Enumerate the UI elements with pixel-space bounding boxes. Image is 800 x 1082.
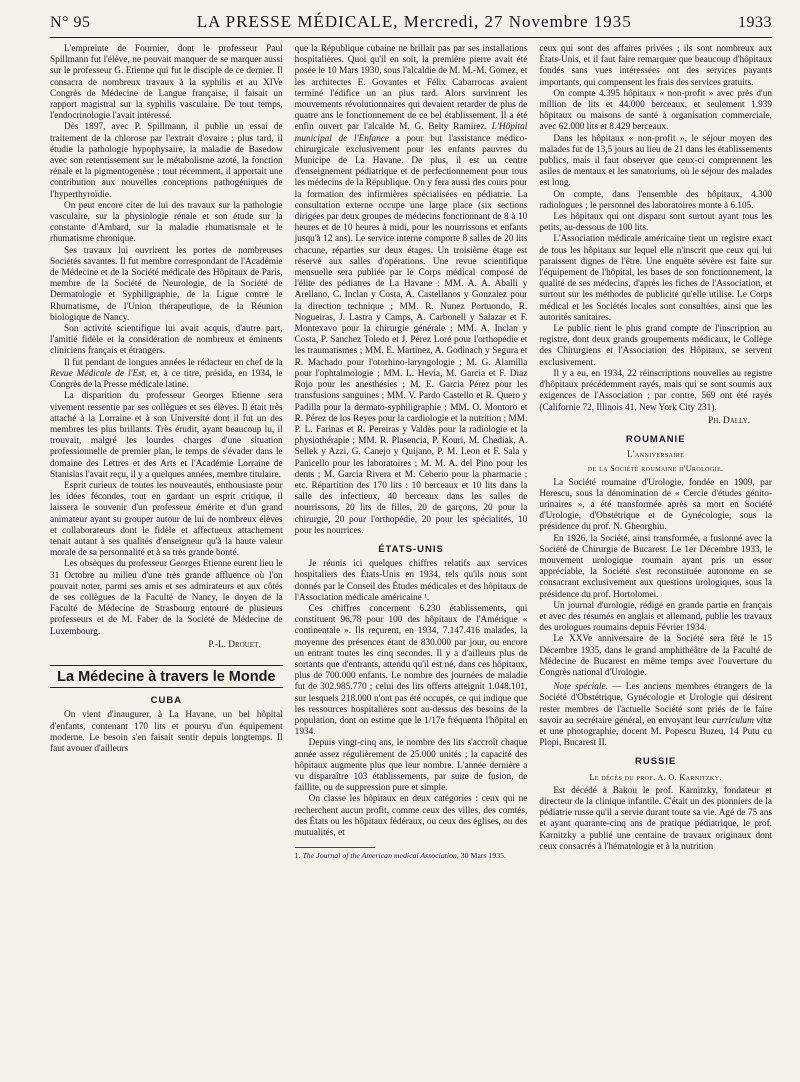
paragraph: Est décédé à Bakou le prof. Karnitzky, fondateur et directeur de la clinique infantile. C'était un des pionniers de la pédiatrie russe qu'il a servie durant toute sa vie. Agé de 75 ans et ayant quarante-cinq ans de pratique pédiatrique, le prof. Karnitzky a publié une centaine de travaux originaux dont ceux consacrés à l'hématologie et à la nutrition bbox=[539, 785, 773, 852]
country-heading: CUBA bbox=[150, 695, 183, 707]
note-label: Note spéciale. bbox=[553, 682, 608, 693]
paragraph: Le XXVe anniversaire de la Société sera fêté le 15 Décembre 1935, dans le grand amphithéâtre de la Faculté de Médecine de Bucarest en même temps avec l'ouverture du Congrès national d'Urologie. bbox=[539, 634, 773, 678]
paragraph: On classe les hôpitaux en deux catégories : ceux qui ne recherchent aucun profit, comme ceux des villes, des comtés, des États ou les hôpitaux fédéraux, ou ceux des églises, ou des mutualités, et bbox=[294, 794, 528, 839]
text-run: — Les anciens membres étrangers de la Société d'Obstétrique, Gynécologie et Urologie qui désirent rester membres de l'actuelle Société sont priés de le faire savoir au secrétaire général, en envoyant leur bbox=[539, 682, 773, 726]
paragraph: On compte, dans l'ensemble des hôpitaux, 4.300 radiologues ; le personnel des laboratoires monte à 6.105. bbox=[539, 189, 773, 211]
subheading: Le décès du prof. A. O. Karnitzky. bbox=[589, 772, 722, 782]
paragraph: Ses travaux lui ouvrirent les portes de nombreuses Sociétés savantes. Il fut membre correspondant de l'Académie de Médecine et de la Société médicale des Hôpitaux de Paris, membre de la Société de Neurologie, de la Société de Dermatologie et Syphiligraphie, de la Ligue contre le Rhumatisme, de l'Union thérapeutique, de la Réunion biologique de Nancy. bbox=[50, 245, 283, 323]
hospital-name: L'Hôpital municipal de l'Enfance bbox=[294, 122, 528, 144]
column-2 bbox=[295, 44, 528, 1066]
paragraph: Dès 1897, avec P. Spillmann, il publie un essai de traitement de la chlorose par l'extrait d'ovaire ; plus tard, il étudie la pathologie hypophysaire, la maladie de Basedow avec son retentissement sur le métabolisme azoté, la fonction rénale et la pigmentogenèse ; tout récemment, il apportait une contribution aux nouvelles conceptions pathogéniques de l'hyperthyroïdie. bbox=[50, 122, 283, 200]
paragraph: Les hôpitaux qui ont disparu sont surtout ayant tous les petits, au-dessous de 100 lits. bbox=[539, 212, 773, 234]
text-run: , et, à ce titre, présida, en 1934, le Congrès de la Presse médicale latine. bbox=[50, 368, 283, 391]
paragraph bbox=[50, 358, 283, 392]
paragraph: Je réunis ici quelques chiffres relatifs aux services hospitaliers des États-Unis en 1934, tels qu'ils nous sont donnés par le Conseil des Études médicales et des hôpitaux de l'Association médicale américaine ¹. bbox=[294, 559, 528, 603]
paragraph: L'Association médicale américaine tient un registre exact de tous les hôpitaux sur lequel elle n'inscrit que ceux qui lui paraissent dignes de l'être. Une enquête sévère est faite sur l'équipement de l'hôpital, les bases de son fonctionnement, la qualité de ses médecins, d'après les fiches de l'Association, et surtout sur les méthodes de publicité qu'elle utilise. Le Corps médical et les Sociétés locales sont consultées, ainsi que les autorités sanitaires. bbox=[539, 234, 773, 323]
country-heading: RUSSIE bbox=[634, 756, 677, 768]
paragraph: Il y a eu, en 1934, 22 réinscriptions nouvelles au registre d'hôpitaux précédemment rayés, mais qui se sont soumis aux exigences de l'Association ; par contre, 569 ont été rayés (Californie 72, Illinois 41, New York City 231). bbox=[539, 368, 773, 413]
paragraph: On peut encore citer de lui des travaux sur la pathologie vasculaire, sur la physiologie rénale et son étude sur la constante d'Ambard, sur la maladie rhumatismale et le rhumatisme chronique. bbox=[50, 200, 283, 245]
column-1 bbox=[50, 44, 283, 1066]
text-run: 1. bbox=[294, 851, 303, 861]
paragraph: Le public tient le plus grand compte de l'inscription au registre, dont deux grands groupements médicaux, le Collège des Chirurgiens et l'Association des Hôpitaux, se servent exclusivement. bbox=[539, 324, 773, 368]
footnote bbox=[295, 851, 528, 861]
subheading: L'anniversaire bbox=[627, 449, 685, 460]
issue-number: N° 95 bbox=[50, 14, 91, 31]
paragraph: Un journal d'urologie, rédigé en grande partie en français et avec des résumés en anglais et allemand, publie les travaux des urologues roumains depuis Février 1934. bbox=[539, 600, 773, 634]
text-run: Il fut pendant de longues années le rédacteur en chef de la bbox=[64, 357, 283, 368]
paragraph: Esprit curieux de toutes les nouveautés, enthousiaste pour les idées fécondes, tout en gardant un esprit critique, il laissera le souvenir d'un professeur émérite et d'un grand animateur ayant su grouper autour de lui de nombreux élèves et collaborateurs dont le fidèle et affectueux attachement tenait autant à ses qualités d'enseigneur qu'à la haute valeur morale de sa personnalité et à sa très grande bonté. bbox=[50, 480, 283, 559]
author-signature: P.-L. Drouet. bbox=[208, 639, 261, 650]
author-signature: Ph. Dally. bbox=[708, 415, 751, 426]
paragraph: On compte 4.395 hôpitaux « non-profit » avec près d'un million de lits et 44.000 berceaux, et seulement 1.939 hôpitaux ou maisons de santé à organisation commerciale, avec 62.000 lits et 8.429 berceaux. bbox=[539, 88, 773, 133]
section-title: La Médecine à travers le Monde bbox=[57, 668, 276, 685]
text-run: que la République cubaine ne brillait pas par ses installations hospitalières. Quoi qu'il en soit, la première pierre avait été posée le 10 Mars 1930, sous l'alcaldie de M. M.-M. Gomez, et les architectes E. Govantes et Félix Cabarrocas avaient terminé l'édifice un an plus tard. Alors survinrent les mouvements révolutionnaires qui devaient retarder de plus de quatre ans le fonctionnement de ce bel établissement. Il a été enfin ouvert par l'alcalde M. G. Belty Ramirez. bbox=[294, 44, 528, 133]
paragraph: L'empreinte de Fournier, dont le professeur Paul Spillmann fut l'élève, ne pouvait manquer de se marquer aussi sur le professeur G. Etienne qui fut le disciple de ce dernier. Il consacra de nombreux travaux à la syphilis et au XIVe Congrès de Médecine de Langue française, il faisait un rapport magistral sur la syphilis vasculaire. De tout temps, l'endocrinologie l'avait intéressé. bbox=[50, 44, 283, 122]
column-3 bbox=[539, 44, 772, 1066]
paragraph: En 1926, la Société, ainsi transformée, a fusionné avec la Société de Chirurgie de Bucarest. Le 1er Décembre 1933, le mouvement urologique roumain ayant pris un essor appréciable, la Société s'est reconstituée autonome en se consacrant exclusivement aux questions urologiques, sous la présidence du prof. Hortolomei. bbox=[539, 533, 773, 600]
paragraph: Les obsèques du professeur Georges Etienne eurent lieu le 31 Octobre au milieu d'une très grande affluence où l'on pouvait noter, parmi ses amis et ses admirateurs et aux côtés de ses collègues de la Faculté de Nancy, le doyen de la Faculté de Médecine de Strasbourg entouré de plusieurs professeurs et de M. Faber de la Société de Médecine de Luxembourg. bbox=[50, 559, 283, 637]
paragraph: La disparition du professeur Georges Etienne sera vivement ressentie par ses collègues et ses élèves. Il était très attaché à la Lorraine et à son Université dont il fut un des membres les plus brillants. Très érudit, ayant beaucoup lu, il trouvait, malgré les lourdes charges d'une situation professionnelle de premier plan, le temps de s'évader dans le domaine des Lettres et des Arts et l'Académie Lorraine de Stanislas l'avait reçu, il y a quelques années, membre titulaire. bbox=[50, 391, 283, 480]
text-run: , 30 Mars 1935. bbox=[456, 851, 506, 861]
journal-name: The Journal of the American medical Association bbox=[302, 851, 457, 861]
subheading: de la Société roumaine d'Urologie. bbox=[587, 464, 724, 474]
text-run: curriculum vitæ bbox=[712, 715, 773, 726]
paragraph bbox=[295, 44, 528, 537]
journal-title: LA PRESSE MÉDICALE, Mercredi, 27 Novembre 1935 bbox=[196, 12, 632, 31]
page-header bbox=[50, 12, 772, 37]
country-heading: ÉTATS-UNIS bbox=[378, 543, 444, 555]
paragraph: Depuis vingt-cinq ans, le nombre des lits s'accroît chaque année assez régulièrement de 25.000 unités ; la capacité des hôpitaux augmente plus que leur nombre. L'année dernière a vu disparaître 103 établissements, par suite de fusion, de faillite, ou de suppression pure et simple. bbox=[294, 738, 528, 794]
text-run: et une photographie, docent M. Popescu Buzeu, 14 Putu cu Plopi, Bucarest II. bbox=[539, 726, 773, 749]
paragraph: Son activité scientifique lui avait acquis, d'autre part, l'amitié fidèle et la considération de nombreux et éminents cliniciens français et étrangers. bbox=[50, 324, 283, 357]
paragraph bbox=[539, 682, 772, 749]
section-header bbox=[50, 665, 283, 688]
columns bbox=[50, 44, 772, 1066]
journal-name: Revue Médicale de l'Est bbox=[50, 368, 145, 379]
header-rule bbox=[50, 37, 772, 38]
text-run: a pour but l'assistance médico-chirurgicale exclusivement pour les enfants pauvres du Municipe de La Havane. De plus, il est un centre d'enseignement pédiatrique et de perfectionnement pour tous les médecins de la République. On y fera aussi des cours pour la formation des infirmières spécialisées en pédiatrie. La consultation externe occupe une large place (six sections dirigées par deux groupes de médecins fonctionnant de 8 à 10 heures et de 10 heures à midi, pour les nourrissons et enfants jusqu'à 12 ans). Le service interne comporte 8 salles de 20 lits chacune, réparties sur deux étages. Un troisième étage est réservé aux salles d'opérations. Une revue scientifique mensuelle sera publiée par le Corps médical composé de l'élite des pédiatres de La Havane : MM. A. A. Aballi y Arellano, C. Inclan y Costa, A. Castellanos y Gonzalez pour la direction technique ; MM. R. Nunez Portuondo, R. Nogueiras, J. Lastra y Camps, A. Carbonell y Salazar et F. Montexavo pour la chirurgie générale ; MM. A. Inclan y Costa, P. Sanchez Toledo et J. Pérez Loré pour l'orthopédie et les traumatismes ; MM. E. Martinez, A. Godinach y Segura et R. Machado pour l'otorhino-laryngologie ; M. G. Alamilla pour l'ophtalmologie ; MM. L. Hevia, M. Garcia et F. Diaz Rojo pour les anesthésies ; M. E. Garcia Pérez pour les transfusions sanguines ; MM. V. Pardo Castello et R. Quero y Padilla pour la dermato-syphiligraphie ; MM. O. Montoro et R. Pérez de los Reyes pour la cardiologie et la nutrition ; MM. P. L. Farinas et R. Pereiras y Valdès pour la radiologie et la physiothérapie ; MM. R. Plasencia, P. Kouri, M. Chediak, A. Sellek y Azzi, G. Canejo y Quijano, P. M. Leon et F. Sala y Panicello pour les laboratoires ; M. M. A. del Pino pour les dents ; M. Garcia Rivera et M. Ceberio pour la pharmacie ; etc. Répartition des 170 lits : 10 berceaux et 10 lits dans la salle des infectieux, 40 berceaux dans les salles de nourrissons, 20 lits de filles, 20 de garçons, 20 pour la chirurgie, 20 pour l'orthopédie, 20 pour les spécialités, 10 pour les nourrices. bbox=[294, 133, 528, 536]
paragraph: La Société roumaine d'Urologie, fondée en 1909, par Herescu, sous la dénomination de « Cercle d'études génito-urinaires », a été transformée après sa mort en Société d'Urologie, d'Obstétrique et de Gynécologie, sous la présidence du prof. N. Gheorghiu. bbox=[539, 477, 773, 533]
paragraph: ceux qui sont des affaires privées ; ils sont nombreux aux États-Unis, et il faut faire remarquer que beaucoup d'hôpitaux fondés sans vues intéressées ont des services payants importants, qui compensent les frais des services gratuits. bbox=[539, 44, 773, 88]
page-number: 1933 bbox=[738, 14, 772, 31]
footnote-rule bbox=[295, 847, 375, 848]
country-heading: ROUMANIE bbox=[625, 433, 686, 445]
paragraph: Ces chiffres concernent 6.230 établissements, qui constituent 96,78 pour 100 des hôpitaux de l'Amérique « continentale ». Ils reçurent, en 1934, 7.147.416 malades, la moyenne des présences étant de 830.000 par jour, ou encore un entrant toutes les cinq secondes. Il y a d'ailleurs plus de sortants que d'entrants, attendu qu'il est né, dans ces hôpitaux, plus de 700.000 enfants. Le nombre des journées de maladie fut de 302.985.770 ; celui des lits offerts atteignit 1.048.101, sur lesquels 218.000 n'ont pas été occupés, ce qui indique que les ressources hospitalières sont au-dessus des besoins de la population, dont on estime que le 1/17e fréquenta l'hôpital en 1934. bbox=[294, 603, 528, 738]
paragraph: Dans les hôpitaux « non-profit », le séjour moyen des malades fut de 13,5 jours au lieu de 21 dans les établissements publics, mais il faut observer que ceux-ci comprennent les asiles de mentaux et les sanatoriums, où le séjour des malades est long. bbox=[539, 133, 773, 189]
paragraph: On vient d'inaugurer, à La Havane, un bel hôpital d'enfants, contenant 170 lits et pourvu d'un équipement moderne. Le besoin s'en faisait sentir depuis longtemps. Il faut avouer d'ailleurs bbox=[50, 710, 283, 754]
